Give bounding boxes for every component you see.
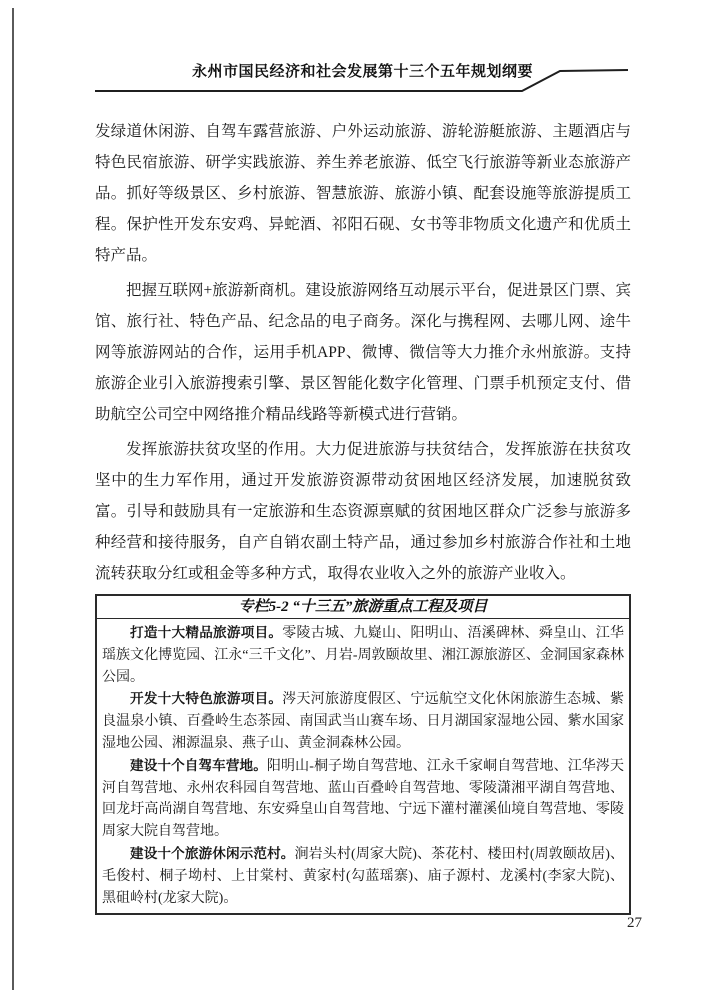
box-paragraph-lead: 开发十大特色旅游项目。 bbox=[130, 691, 283, 707]
box-paragraph bbox=[102, 755, 624, 843]
header-rule-line bbox=[90, 58, 638, 100]
box-paragraph bbox=[102, 843, 624, 909]
scan-border-line bbox=[12, 8, 14, 990]
page-body bbox=[95, 116, 631, 915]
page-number: 27 bbox=[627, 915, 642, 931]
document-header-title: 永州市国民经济和社会发展第十三个五年规划纲要 bbox=[191, 63, 533, 80]
box-paragraph-text: 零陵古城、九嶷山、阳明山、浯溪碑林、舜皇山、江华瑶族文化博览园、江永“三千文化”、月岩-周敦颐故里、湘江源旅游区、金洞国家森林公园。 bbox=[102, 626, 625, 685]
box-paragraph-lead: 建设十个自驾车营地。 bbox=[130, 757, 267, 773]
feature-box bbox=[95, 594, 631, 915]
box-paragraph-text: 涧岩头村(周家大院)、茶花村、楼田村(周敦颐故居)、毛俊村、桐子坳村、上甘棠村、黄家村(勾蓝瑶寨)、庙子源村、龙溪村(李家大院)、黑砠岭村(龙家大院)。 bbox=[102, 846, 624, 906]
paragraph: 发挥旅游扶贫攻坚的作用。大力促进旅游与扶贫结合，发挥旅游在扶贫攻坚中的生力军作用，通过开发旅游资源带动贫困地区经济发展，加速脱贫致富。引导和鼓励具有一定旅游和生态资源禀赋的贫困地区群众广泛参与旅游多种经营和接待服务，自产自销农副土特产品，通过参加乡村旅游合作社和土地流转获取分红或租金等多种方式，取得农业收入之外的旅游产业收入。 bbox=[95, 441, 631, 582]
box-paragraph-text: 涔天河旅游度假区、宁远航空文化休闲旅游生态城、紫良温泉小镇、百叠岭生态茶园、南国武当山赛车场、日月湖国家湿地公园、紫水国家湿地公园、湘源温泉、燕子山、黄金洞森林公园。 bbox=[102, 692, 625, 751]
box-paragraph bbox=[102, 622, 624, 688]
paragraph: 发绿道休闲游、自驾车露营旅游、户外运动旅游、游轮游艇旅游、主题酒店与特色民宿旅游、研学实践旅游、养生养老旅游、低空飞行旅游等新业态旅游产品。抓好等级景区、乡村旅游、智慧旅游、旅游小镇、配套设施等旅游提质工程。保护性开发东安鸡、异蛇酒、祁阳石砚、女书等非物质文化遗产和优质土特产品。 bbox=[95, 123, 631, 264]
feature-box-title: 专栏5-2 “十三五”旅游重点工程及项目 bbox=[97, 596, 629, 619]
paragraph: 把握互联网+旅游新商机。建设旅游网络互动展示平台，促进景区门票、宾馆、旅行社、特色产品、纪念品的电子商务。深化与携程网、去哪儿网、途牛网等旅游网站的合作，运用手机APP、微博、微信等大力推介永州旅游。支持旅游企业引入旅游搜索引擎、景区智能化数字化管理、门票手机预定支付、借助航空公司空中网络推介精品线路等新模式进行营销。 bbox=[95, 282, 631, 423]
box-paragraph-lead: 建设十个旅游休闲示范村。 bbox=[130, 845, 295, 861]
box-paragraph-lead: 打造十大精品旅游项目。 bbox=[130, 625, 283, 640]
box-paragraph bbox=[102, 688, 624, 754]
box-paragraph-text: 阳明山-桐子坳自驾营地、江永千家峒自驾营地、江华涔天河自驾营地、永州农科园自驾营地、蓝山百叠岭自驾营地、零陵潇湘平湖自驾营地、回龙圩高尚湖自驾营地、东安舜皇山自驾营地、宁远下灌村灌溪仙境自驾营地、零陵周家大院自驾营地。 bbox=[102, 758, 624, 840]
feature-box-body bbox=[97, 619, 629, 913]
